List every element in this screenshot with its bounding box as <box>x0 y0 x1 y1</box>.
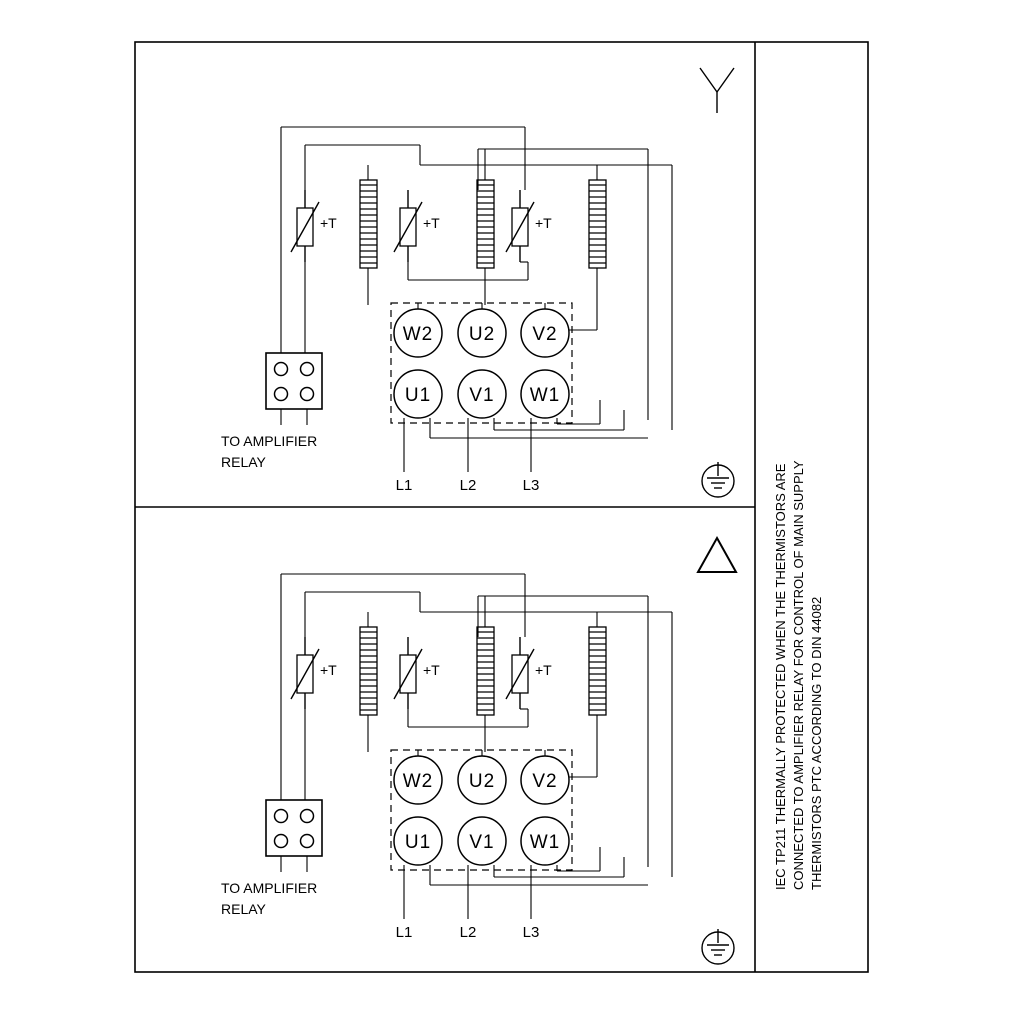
earth-ground-symbol <box>702 462 734 497</box>
supply-label-l1: L1 <box>395 924 413 941</box>
terminal-label-v2: V2 <box>532 324 558 345</box>
amplifier-label-line1: TO AMPLIFIER <box>221 880 318 896</box>
motor-winding-coils <box>360 627 606 715</box>
supply-label-l1: L1 <box>395 477 413 494</box>
terminal-label-v2: V2 <box>532 771 558 792</box>
thermistor-label-1: +T <box>320 215 337 231</box>
delta-link <box>418 750 545 756</box>
panel-delta <box>221 538 736 964</box>
thermistor-label-2: +T <box>423 215 440 231</box>
note-line-1: IEC TP211 THERMALLY PROTECTED WHEN THE THERMISTORS ARE <box>773 463 788 890</box>
amplifier-terminal-block <box>266 353 322 425</box>
thermistor-label-3: +T <box>535 662 552 678</box>
supply-lines <box>404 847 648 919</box>
thermistor-label-3: +T <box>535 215 552 231</box>
terminal-label-u2: U2 <box>468 771 496 792</box>
thermistor-label-1: +T <box>320 662 337 678</box>
supply-label-l3: L3 <box>522 924 540 941</box>
terminal-label-u1: U1 <box>404 385 432 406</box>
earth-ground-symbol <box>702 929 734 964</box>
supply-label-l3: L3 <box>522 477 540 494</box>
supply-lines <box>404 400 648 472</box>
supply-label-l2: L2 <box>459 924 477 941</box>
amplifier-label-line1: TO AMPLIFIER <box>221 433 318 449</box>
terminal-label-v1: V1 <box>469 385 495 406</box>
star-point-link <box>418 303 545 309</box>
star-y-symbol <box>700 68 734 113</box>
notes-column <box>773 460 824 890</box>
terminal-label-u2: U2 <box>468 324 496 345</box>
panel-star <box>221 68 734 497</box>
amplifier-terminal-block <box>266 800 322 872</box>
delta-triangle-symbol <box>698 538 736 572</box>
terminal-label-w2: W2 <box>402 324 434 345</box>
amplifier-label-line2: RELAY <box>221 454 266 470</box>
terminal-label-w1: W1 <box>529 385 561 406</box>
terminal-label-u1: U1 <box>404 832 432 853</box>
note-line-2: CONNECTED TO AMPLIFIER RELAY FOR CONTROL OF MAIN SUPPLY <box>791 460 806 890</box>
supply-label-l2: L2 <box>459 477 477 494</box>
amplifier-label-line2: RELAY <box>221 901 266 917</box>
note-line-3: THERMISTORS PTC ACCORDING TO DIN 44082 <box>809 596 824 890</box>
motor-winding-coils <box>360 180 606 268</box>
thermistor-label-2: +T <box>423 662 440 678</box>
terminal-label-w2: W2 <box>402 771 434 792</box>
terminal-label-v1: V1 <box>469 832 495 853</box>
terminal-label-w1: W1 <box>529 832 561 853</box>
